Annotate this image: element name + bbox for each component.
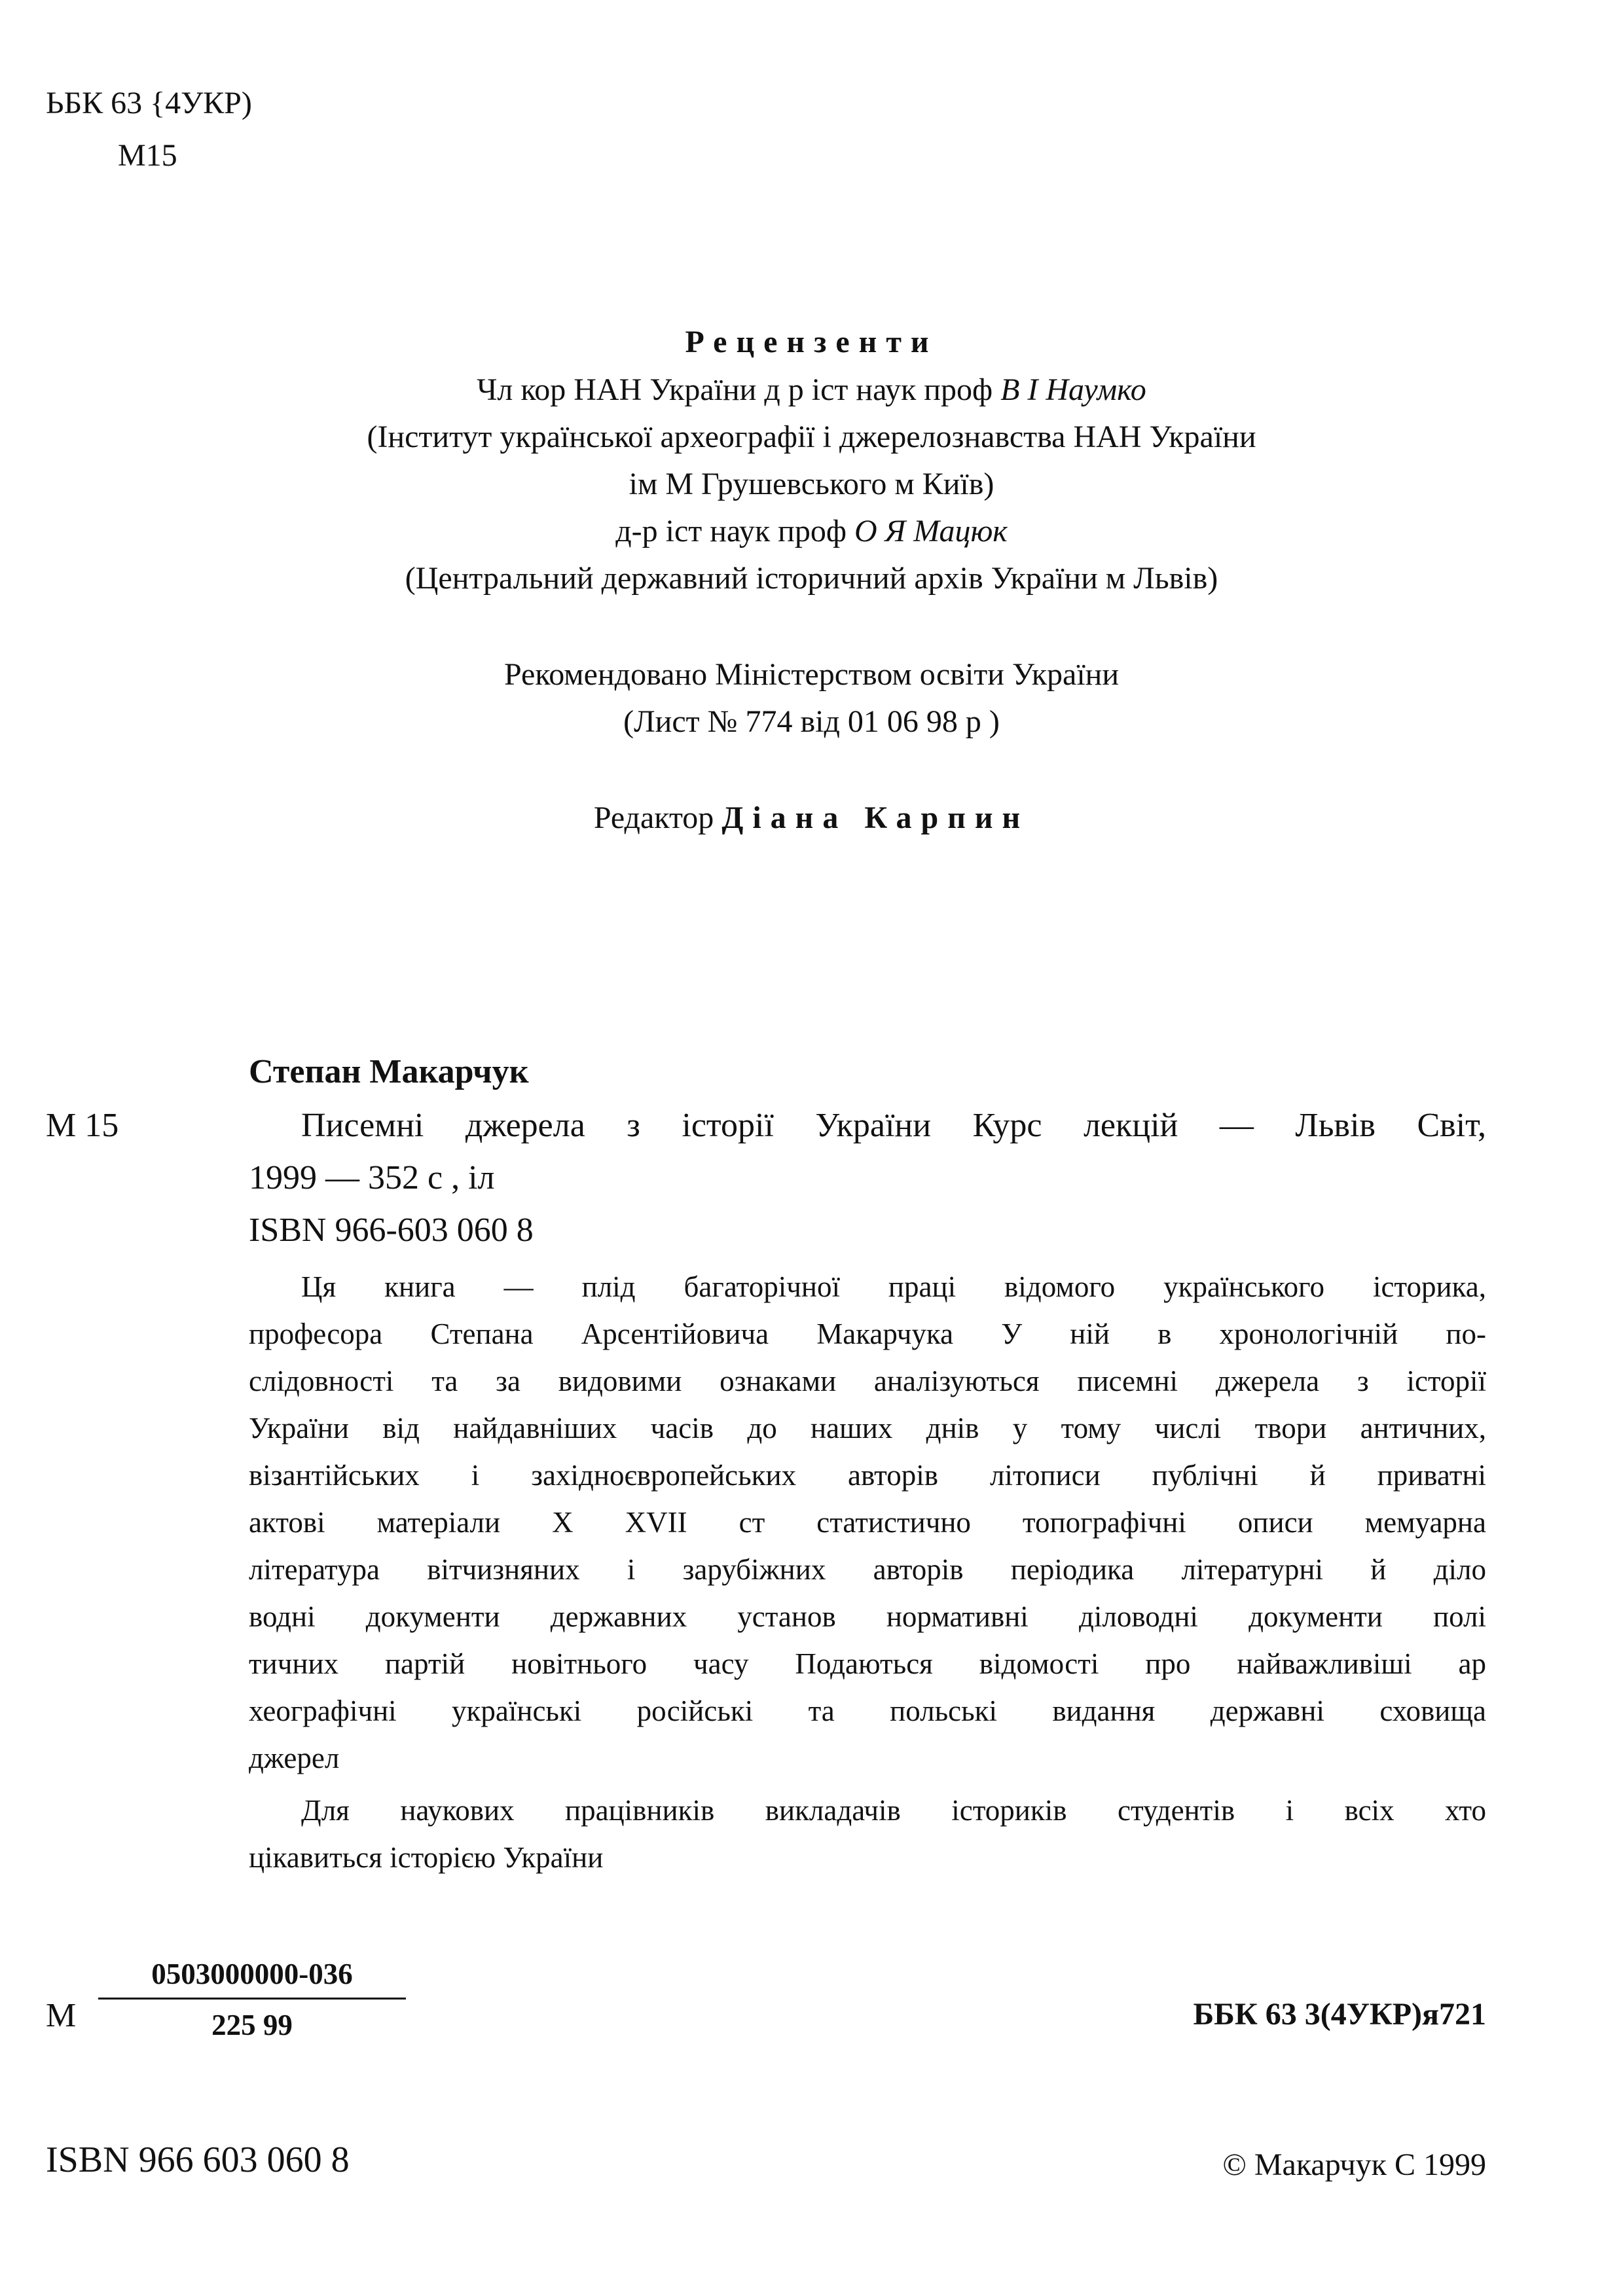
reviewer-2-credentials: д-р іст наук проф <box>615 514 854 548</box>
bbk-code-full: ББК 63 3(4УКР)я721 <box>1193 1997 1486 2032</box>
reviewer-1-institution-city: ім М Грушевського м Київ) <box>629 467 994 501</box>
abstract-line: тичних партій новітнього часу Подаються відомості про найважливіші ар <box>249 1647 1486 1680</box>
reviewer-2-name: О Я Мацюк <box>854 514 1008 548</box>
reviewer-1-credentials: Чл кор НАН України д р іст наук проф <box>477 372 1001 407</box>
catalog-title-line1: Писемні джерела з історії України Курс лекцій — Львів Світ, <box>301 1107 1486 1144</box>
fraction-denominator: 225 99 <box>211 2009 293 2041</box>
fraction-numerator: 0503000000-036 <box>151 1958 353 1990</box>
author-mark-top: М15 <box>118 138 177 173</box>
abstract-line: візантійських і західноєвропейських авторів літописи публічні й приватні <box>249 1459 1486 1492</box>
fraction-bar <box>98 1998 406 2000</box>
catalog-author: Степан Макарчук <box>249 1053 529 1090</box>
abstract-last-line: джерел <box>249 1742 340 1774</box>
editor-label: Редактор <box>593 800 722 835</box>
recommendation-letter: (Лист № 774 від 01 06 98 р ) <box>623 704 1000 739</box>
abstract-line: література вітчизняних і зарубіжних авторів періодика літературні й діло <box>249 1553 1486 1586</box>
editor-line <box>0 800 1623 836</box>
abstract-line: актові матеріали X XVII ст статистично топографічні описи мемуарна <box>249 1506 1486 1539</box>
reviewer-1 <box>0 372 1623 408</box>
reviewers-heading: Рецензенти <box>685 325 938 359</box>
editor-name: Діана Карпин <box>721 800 1030 835</box>
catalog-title-line2: 1999 — 352 с , іл <box>249 1159 495 1196</box>
fraction-letter: М <box>46 1997 77 2034</box>
reviewer-1-institution: (Інститут української археографії і джерелознавства НАН України <box>367 420 1256 454</box>
abstract-line: слідовності та за видовими ознаками аналізуються писемні джерела з історії <box>249 1365 1486 1397</box>
abstract-line: водні документи державних установ нормативні діловодні документи полі <box>249 1600 1486 1633</box>
abstract-line: Ця книга — плід багаторічної праці відомого українського історика, <box>301 1270 1486 1303</box>
recommendation-line: Рекомендовано Міністерством освіти України <box>503 657 1120 692</box>
footer-isbn: ISBN 966 603 060 8 <box>46 2140 350 2180</box>
copyright-line: © Макарчук С 1999 <box>1222 2147 1486 2182</box>
catalog-isbn: ISBN 966-603 060 8 <box>249 1211 534 1249</box>
audience-line1: Для наукових працівників викладачів істориків студентів і всіх хто <box>301 1794 1486 1827</box>
abstract-line: України від найдавніших часів до наших днів у тому числі твори античних, <box>249 1412 1486 1444</box>
reviewer-1-name: В І Наумко <box>1000 372 1146 407</box>
abstract-line: професора Степана Арсентійовича Макарчука У ній в хронологічній по- <box>249 1318 1486 1350</box>
audience-line2: цікавиться історією України <box>249 1841 604 1874</box>
abstract-line: хеографічні українські російські та польські видання державні сховища <box>249 1695 1486 1727</box>
reviewer-2 <box>0 513 1623 549</box>
catalog-side-mark: М 15 <box>46 1107 119 1144</box>
bbk-code-top: ЬБК 63 {4УКР) <box>46 86 252 120</box>
reviewer-2-institution: (Центральний державний історичний архів України м Львів) <box>405 561 1218 596</box>
